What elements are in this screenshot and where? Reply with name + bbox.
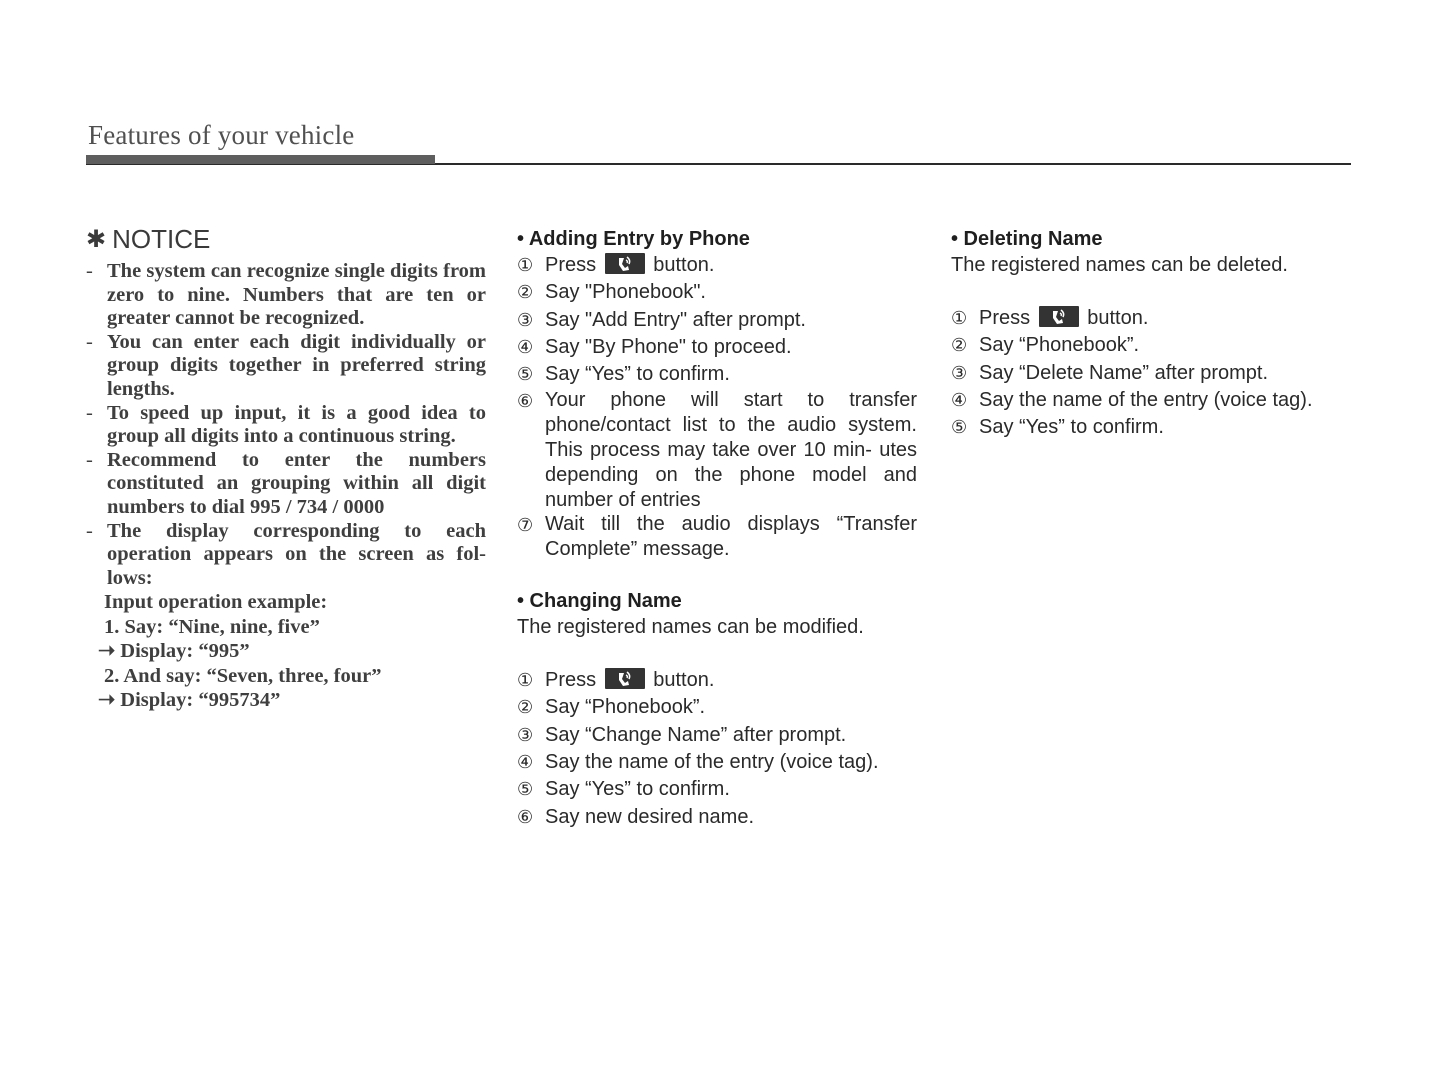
step-text: button. bbox=[653, 669, 715, 692]
step-number: ⑤ bbox=[951, 417, 968, 439]
voice-talk-icon bbox=[605, 668, 645, 689]
input-example bbox=[86, 590, 486, 713]
changing-name-heading: • Changing Name bbox=[517, 590, 682, 613]
step-item bbox=[517, 749, 917, 776]
step-item bbox=[517, 361, 917, 388]
example-display: ➝ Display: “995” bbox=[98, 640, 250, 663]
step-text: Say "Phonebook". bbox=[545, 281, 706, 304]
notice-item: - The system can recognize single digits from zero to nine. Numbers that are ten or greater cannot be recognized. bbox=[86, 260, 486, 331]
notice-item: - The display corresponding to each operation appears on the screen as fol- lows: bbox=[86, 520, 486, 591]
step-text: Say “Phonebook”. bbox=[545, 696, 706, 719]
step-number: ④ bbox=[517, 751, 534, 773]
step-text: Say “Yes” to confirm. bbox=[979, 416, 1164, 439]
step-number: ③ bbox=[951, 362, 968, 384]
step-number: ⑥ bbox=[517, 806, 534, 828]
changing-name-steps bbox=[517, 667, 917, 831]
step-item bbox=[517, 512, 917, 562]
step-number: ⑤ bbox=[517, 364, 534, 386]
notice-box bbox=[86, 224, 486, 713]
notice-title: NOTICE bbox=[112, 224, 211, 254]
step-text: Say "Add Entry" after prompt. bbox=[545, 308, 806, 331]
step-text: Say the name of the entry (voice tag). bbox=[979, 388, 1313, 411]
step-text: button. bbox=[653, 254, 715, 276]
notice-heading bbox=[86, 224, 486, 255]
step-number: ④ bbox=[517, 336, 534, 358]
step-text: Press bbox=[979, 307, 1031, 329]
deleting-name-description: The registered names can be deleted. bbox=[951, 254, 1288, 276]
voice-talk-icon bbox=[605, 253, 645, 274]
step-text: Say new desired name. bbox=[545, 805, 755, 828]
step-number: ⑥ bbox=[517, 391, 534, 413]
voice-talk-icon bbox=[1039, 306, 1079, 327]
step-number: ⑤ bbox=[517, 779, 534, 801]
deleting-name-steps bbox=[951, 305, 1356, 441]
example-title: Input operation example: bbox=[104, 591, 328, 614]
step-number: ③ bbox=[517, 724, 534, 746]
step-item bbox=[517, 694, 917, 721]
example-step: 1. Say: “Nine, nine, five” bbox=[104, 615, 320, 638]
notice-item: - Recommend to enter the numbers constituted an grouping within all digit numbers to dial 995 / 734 / 0000 bbox=[86, 449, 486, 520]
step-item bbox=[517, 252, 917, 279]
step-text: Your phone will start to transfer phone/contact list to the audio system. This process may take over 10 min- utes depending on the phone model and number of entries bbox=[545, 389, 917, 511]
step-text: Press bbox=[545, 669, 597, 692]
step-number: ⑦ bbox=[517, 515, 534, 537]
step-item bbox=[951, 414, 1356, 441]
step-item bbox=[517, 804, 917, 831]
step-number: ② bbox=[517, 697, 534, 719]
step-number: ① bbox=[517, 670, 534, 692]
adding-entry-heading: • Adding Entry by Phone bbox=[517, 228, 750, 250]
middle-column bbox=[517, 226, 917, 831]
step-text: Say “Change Name” after prompt. bbox=[545, 723, 847, 746]
step-item bbox=[517, 667, 917, 694]
page-section-title: Features of your vehicle bbox=[88, 120, 355, 150]
step-number: ② bbox=[951, 335, 968, 357]
notice-list bbox=[86, 260, 486, 590]
step-text: Say “Yes” to confirm. bbox=[545, 363, 730, 386]
step-item bbox=[517, 307, 917, 334]
step-number: ④ bbox=[951, 389, 968, 411]
step-text: Say "By Phone" to proceed. bbox=[545, 335, 792, 358]
step-text: Say “Delete Name” after prompt. bbox=[979, 361, 1268, 384]
adding-entry-steps bbox=[517, 252, 917, 562]
example-step: 2. And say: “Seven, three, four” bbox=[104, 664, 382, 687]
header-accent-bar bbox=[86, 155, 435, 164]
deleting-name-heading: • Deleting Name bbox=[951, 228, 1103, 250]
step-item bbox=[517, 334, 917, 361]
step-item bbox=[517, 388, 917, 512]
notice-item: - You can enter each digit individually or group digits together in preferred string lengths. bbox=[86, 331, 486, 402]
step-number: ③ bbox=[517, 309, 534, 331]
step-number: ① bbox=[517, 255, 534, 276]
right-column bbox=[951, 226, 1356, 441]
step-item bbox=[517, 279, 917, 306]
step-text: Say the name of the entry (voice tag). bbox=[545, 750, 879, 773]
step-item bbox=[951, 332, 1356, 359]
step-text: Press bbox=[545, 254, 597, 276]
step-item bbox=[951, 387, 1356, 414]
example-display: ➝ Display: “995734” bbox=[98, 689, 281, 712]
step-text: Say “Phonebook”. bbox=[979, 334, 1140, 357]
step-item bbox=[517, 776, 917, 803]
notice-item: - To speed up input, it is a good idea to group all digits into a continuous string. bbox=[86, 402, 486, 449]
changing-name-description: The registered names can be modified. bbox=[517, 616, 864, 639]
step-text: Say “Yes” to confirm. bbox=[545, 778, 730, 801]
step-number: ② bbox=[517, 282, 534, 304]
step-item bbox=[951, 305, 1356, 332]
step-text: Wait till the audio displays “Transfer Complete” message. bbox=[545, 513, 917, 561]
asterisk-icon: ✱ bbox=[86, 226, 107, 253]
step-number: ① bbox=[951, 308, 968, 329]
step-text: button. bbox=[1087, 307, 1149, 329]
step-item bbox=[951, 360, 1356, 387]
step-item bbox=[517, 722, 917, 749]
